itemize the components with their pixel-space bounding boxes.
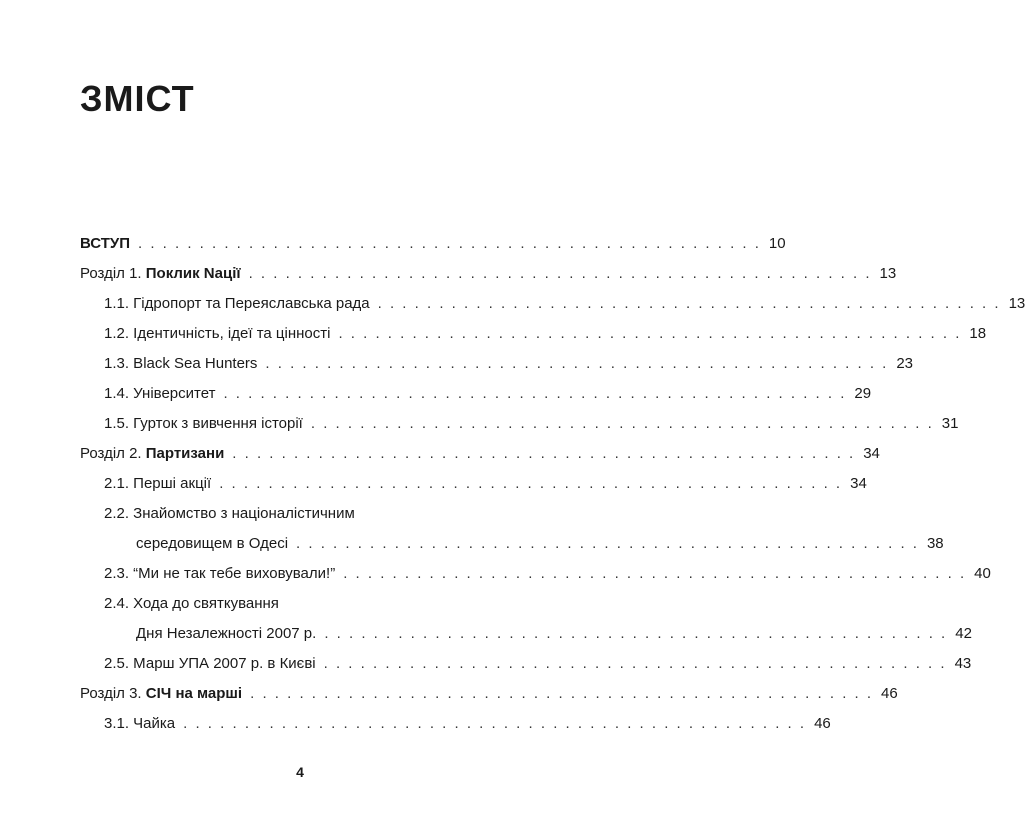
toc-entry-title: Дня Незалежності 2007 р. bbox=[136, 625, 317, 642]
toc-entry-page: 13 bbox=[1008, 295, 1025, 312]
toc-entry-3-1[interactable] bbox=[0, 702, 831, 732]
chapter-title: Партизани bbox=[145, 445, 225, 462]
toc-entry-title: 2.5. Марш УПА 2007 р. в Києві bbox=[104, 655, 316, 672]
toc-entry-page: 42 bbox=[955, 625, 972, 642]
page-title: ЗМІСТ bbox=[80, 78, 195, 119]
toc-entry-title bbox=[80, 445, 224, 462]
chapter-title: Поклик Nації bbox=[145, 265, 241, 282]
toc-entry-page: 46 bbox=[881, 685, 898, 702]
dot-leader: . . . . . . . . . . . . . . . . . . . . . . . . . . . . . . . . . . . . . . . . . . . . . . . . . . . bbox=[183, 715, 807, 732]
toc-entry-title: 3.1. Чайка bbox=[104, 715, 176, 732]
toc-entry-title: 2.2. Знайомство з націоналістичним bbox=[104, 505, 355, 522]
dot-leader: . . . . . . . . . . . . . . . . . . . . . . . . . . . . . . . . . . . . . . . . . . . . . . . . . . . bbox=[138, 235, 761, 252]
toc-entry-page: 18 bbox=[969, 325, 987, 342]
dot-leader: . . . . . . . . . . . . . . . . . . . . . . . . . . . . . . . . . . . . . . . . . . . . . . . . . . . bbox=[324, 625, 948, 642]
toc-entry-chapter-3[interactable] bbox=[0, 672, 898, 702]
page-number: 4 bbox=[296, 764, 304, 780]
toc-entry-title: 2.4. Хода до святкування bbox=[104, 595, 279, 612]
dot-leader: . . . . . . . . . . . . . . . . . . . . . . . . . . . . . . . . . . . . . . . . . . . . . . . . . . . bbox=[377, 295, 1001, 312]
toc-entry-2-4-continued[interactable] bbox=[0, 612, 972, 642]
dot-leader: . . . . . . . . . . . . . . . . . . . . . . . . . . . . . . . . . . . . . . . . . . . . . . . . . . . bbox=[223, 385, 847, 402]
toc-entry-page: 40 bbox=[974, 565, 991, 582]
toc-entry-title: 2.3. “Ми не так тебе виховували!” bbox=[104, 565, 336, 582]
toc-entry-2-5[interactable] bbox=[0, 642, 972, 672]
toc-entry-title bbox=[80, 265, 241, 282]
toc-entry-title: 1.2. Ідентичність, ідеї та цінності bbox=[104, 325, 331, 342]
toc-entry-title: ВСТУП bbox=[80, 235, 130, 252]
toc-entry-intro[interactable] bbox=[0, 222, 786, 252]
toc-entry-page: 34 bbox=[850, 475, 867, 492]
dot-leader: . . . . . . . . . . . . . . . . . . . . . . . . . . . . . . . . . . . . . . . . . . . . . . . . . . . bbox=[296, 535, 919, 552]
toc-entry-1-4[interactable] bbox=[0, 372, 872, 402]
dot-leader: . . . . . . . . . . . . . . . . . . . . . . . . . . . . . . . . . . . . . . . . . . . . . . . . . . . bbox=[338, 325, 962, 342]
chapter-prefix: Розділ 2. bbox=[80, 445, 146, 462]
chapter-prefix: Розділ 1. bbox=[80, 265, 146, 282]
chapter-prefix: Розділ 3. bbox=[80, 685, 146, 702]
toc-entry-2-2[interactable] bbox=[0, 492, 600, 522]
toc-entry-1-5[interactable] bbox=[0, 402, 959, 432]
chapter-title: СІЧ на марші bbox=[145, 685, 243, 702]
toc-entry-page: 10 bbox=[768, 235, 786, 252]
toc-entry-title: 2.1. Перші акції bbox=[104, 475, 212, 492]
toc-entry-2-4[interactable] bbox=[0, 582, 600, 612]
toc-entry-page: 43 bbox=[954, 655, 972, 672]
toc-entry-2-3[interactable] bbox=[0, 552, 991, 582]
toc-entry-page: 38 bbox=[926, 535, 944, 552]
toc-entry-title bbox=[80, 685, 242, 702]
dot-leader: . . . . . . . . . . . . . . . . . . . . . . . . . . . . . . . . . . . . . . . . . . . . . . . . . . . bbox=[248, 265, 872, 282]
dot-leader: . . . . . . . . . . . . . . . . . . . . . . . . . . . . . . . . . . . . . . . . . . . . . . . . . . . bbox=[250, 685, 874, 702]
toc-entry-chapter-1[interactable] bbox=[0, 252, 897, 282]
toc-entry-2-2-continued[interactable] bbox=[0, 522, 944, 552]
toc-entry-page: 31 bbox=[941, 415, 959, 432]
toc-entry-title: 1.3. Black Sea Hunters bbox=[104, 355, 258, 372]
dot-leader: . . . . . . . . . . . . . . . . . . . . . . . . . . . . . . . . . . . . . . . . . . . . . . . . . . . bbox=[265, 355, 889, 372]
toc-entry-2-1[interactable] bbox=[0, 462, 867, 492]
toc-entry-1-1[interactable] bbox=[0, 282, 1025, 312]
dot-leader: . . . . . . . . . . . . . . . . . . . . . . . . . . . . . . . . . . . . . . . . . . . . . . . . . . . bbox=[310, 415, 934, 432]
dot-leader: . . . . . . . . . . . . . . . . . . . . . . . . . . . . . . . . . . . . . . . . . . . . . . . . . . . bbox=[232, 445, 856, 462]
toc-entry-title: середовищем в Одесі bbox=[136, 535, 289, 552]
toc-entry-page: 29 bbox=[854, 385, 872, 402]
toc-entry-title: 1.5. Гурток з вивчення історії bbox=[104, 415, 303, 432]
toc-entry-title: 1.1. Гідропорт та Переяславська рада bbox=[104, 295, 370, 312]
toc-entry-page: 13 bbox=[879, 265, 897, 282]
toc-entry-chapter-2[interactable] bbox=[0, 432, 880, 462]
dot-leader: . . . . . . . . . . . . . . . . . . . . . . . . . . . . . . . . . . . . . . . . . . . . . . . . . . . bbox=[219, 475, 843, 492]
toc-entry-page: 46 bbox=[814, 715, 831, 732]
dot-leader: . . . . . . . . . . . . . . . . . . . . . . . . . . . . . . . . . . . . . . . . . . . . . . . . . . . bbox=[323, 655, 947, 672]
toc-entry-page: 23 bbox=[896, 355, 914, 372]
toc-entry-1-3[interactable] bbox=[0, 342, 914, 372]
dot-leader: . . . . . . . . . . . . . . . . . . . . . . . . . . . . . . . . . . . . . . . . . . . . . . . . . . . bbox=[343, 565, 967, 582]
toc-entry-page: 34 bbox=[863, 445, 880, 462]
toc-entry-1-2[interactable] bbox=[0, 312, 987, 342]
toc-entry-title: 1.4. Університет bbox=[104, 385, 216, 402]
